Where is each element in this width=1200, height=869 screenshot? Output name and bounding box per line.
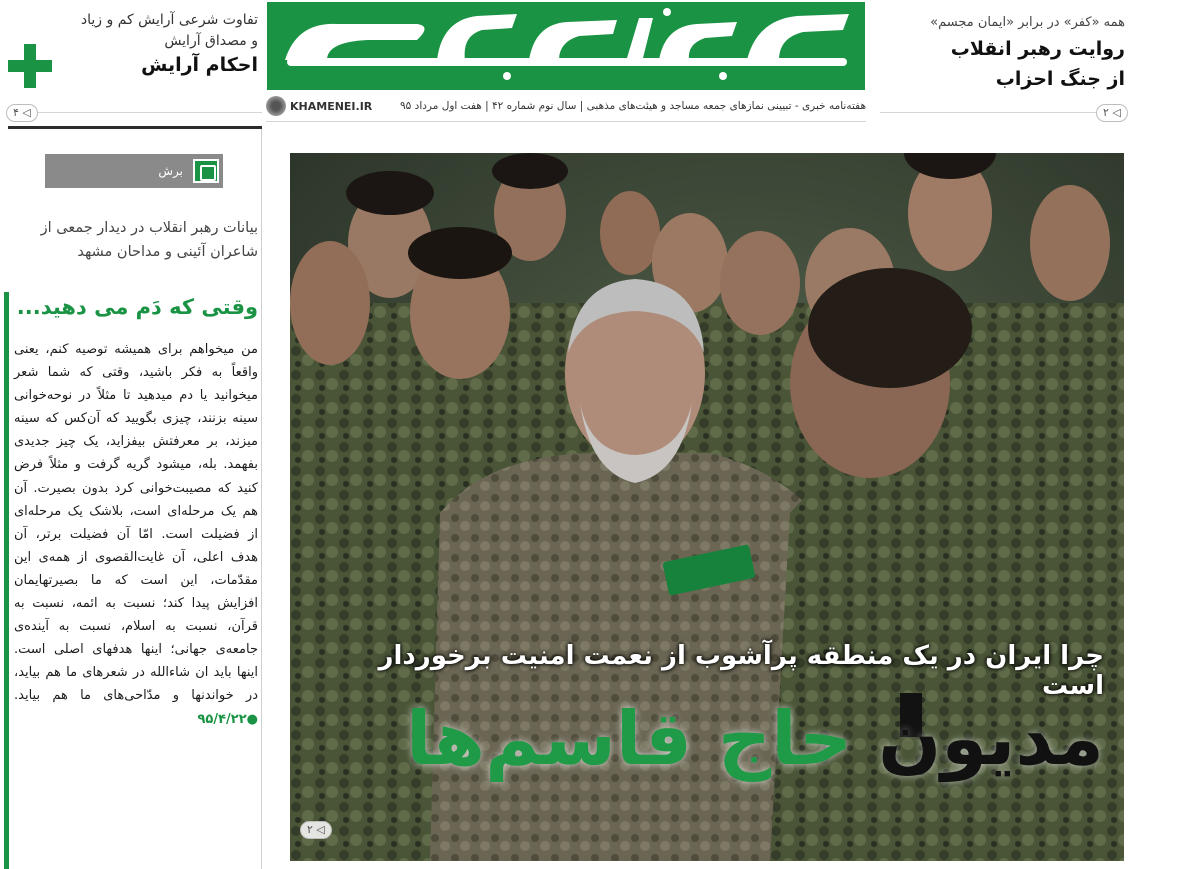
masthead-calligraphy — [267, 2, 865, 90]
teaser-left-divider — [8, 112, 262, 113]
green-accent-stripe — [4, 292, 9, 869]
cover-page-ref[interactable] — [300, 821, 332, 839]
left-column-rule — [8, 126, 262, 129]
section-label: برش — [158, 164, 183, 178]
left-column-headline: وقتی که دَم می دهید... — [16, 295, 258, 319]
page-ref-arrow-icon: ◁ — [22, 106, 31, 119]
section-badge-icon — [193, 159, 219, 183]
teaser-right-page-ref[interactable] — [1096, 104, 1128, 122]
site-name: KHAMENEI.IR — [290, 99, 373, 113]
left-column-date: ●۹۵/۴/۲۲ — [197, 711, 258, 727]
cover-headline[interactable] — [320, 689, 1104, 789]
masthead-subtitle-bar — [266, 93, 866, 119]
page-ref-number: ۴ — [13, 106, 19, 119]
masthead-divider — [266, 121, 866, 122]
cover-subheadline[interactable]: چرا ایران در یک منطقه پرآشوب از نعمت امنیت برخوردار است — [378, 641, 1104, 701]
teaser-left-kicker-2: و مصداق آرایش — [164, 33, 258, 49]
section-label-bar — [45, 154, 223, 188]
cover-headline-black: مدیون — [878, 696, 1104, 782]
page-ref-number: ۲ — [307, 823, 313, 836]
teaser-right[interactable] — [880, 12, 1125, 94]
teaser-right-divider — [880, 112, 1124, 113]
left-column-intro: بیانات رهبر انقلاب در دیدار جمعی از شاعران آئینی و مداحان مشهد — [40, 220, 258, 260]
site-emblem-icon — [266, 96, 286, 116]
masthead-logo — [267, 2, 865, 90]
teaser-left[interactable] — [60, 10, 258, 79]
plus-icon — [8, 44, 52, 88]
masthead-subtitle: هفته‌نامه خبری - تبیینی نمازهای جمعه مساجد و هیئت‌های مذهبی | سال نوم شماره ۴۲ | هفت اول مرداد ۹۵ — [400, 100, 866, 112]
left-column — [0, 126, 262, 869]
teaser-right-kicker: همه «کفر» در برابر «ایمان مجسم» — [930, 15, 1125, 30]
page-ref-arrow-icon: ◁ — [316, 823, 325, 836]
teaser-left-kicker-1: تفاوت شرعی آرایش کم و زیاد — [80, 12, 258, 28]
teaser-right-headline-1: روایت رهبر انقلاب — [950, 38, 1125, 60]
teaser-left-headline: احکام آرایش — [141, 54, 258, 76]
page-ref-arrow-icon: ◁ — [1112, 106, 1121, 119]
teaser-right-headline-2: از جنگ احزاب — [995, 68, 1125, 90]
page-ref-number: ۲ — [1103, 106, 1109, 119]
cover-headline-green: حاج قاسم‌ها — [405, 696, 853, 782]
left-column-body — [14, 338, 258, 731]
left-column-text: من میخواهم برای همیشه توصیه کنم، یعنی واقعاً به فکر باشید، وقتی که شما شعر میخوانید یا دم میدهید تا مثلاً در نوحه‌خوانی سینه بزنند، چیزی بگویید که آن‌کس که سینه میزند، بر معرفتش بیفزاید، یک چیز جدیدی بفهمد. بله، میشود گریه گرفت و مثلاً فرض کنید که مصیبت‌خوانی کرد بدون بصیرت. آن هم یک مرحله‌ای است، بلاشک یک مرحله‌ای از فضیلت است. امّا آن فضیلت برتر، آن هدف اعلی، آن غایت‌القصوی از همه‌ی این مقدّمات، این است که ما بصیر‌تهایمان افزایش پیدا کند؛ نسبت به ائمه، نسبت به قرآن، نسبت به اسلام، نسبت به آینده‌ی جامعه‌ی جهانی؛ اینها هدفهای اصلی است. اینها باید ان شاءالله در شعرهای ما هم بیاید، در خواندنها و مدّاحی‌های ما هم بیاید. — [14, 342, 258, 704]
site-logo[interactable] — [266, 96, 372, 116]
cover-photo — [290, 153, 1124, 861]
teaser-left-page-ref[interactable] — [6, 104, 38, 122]
